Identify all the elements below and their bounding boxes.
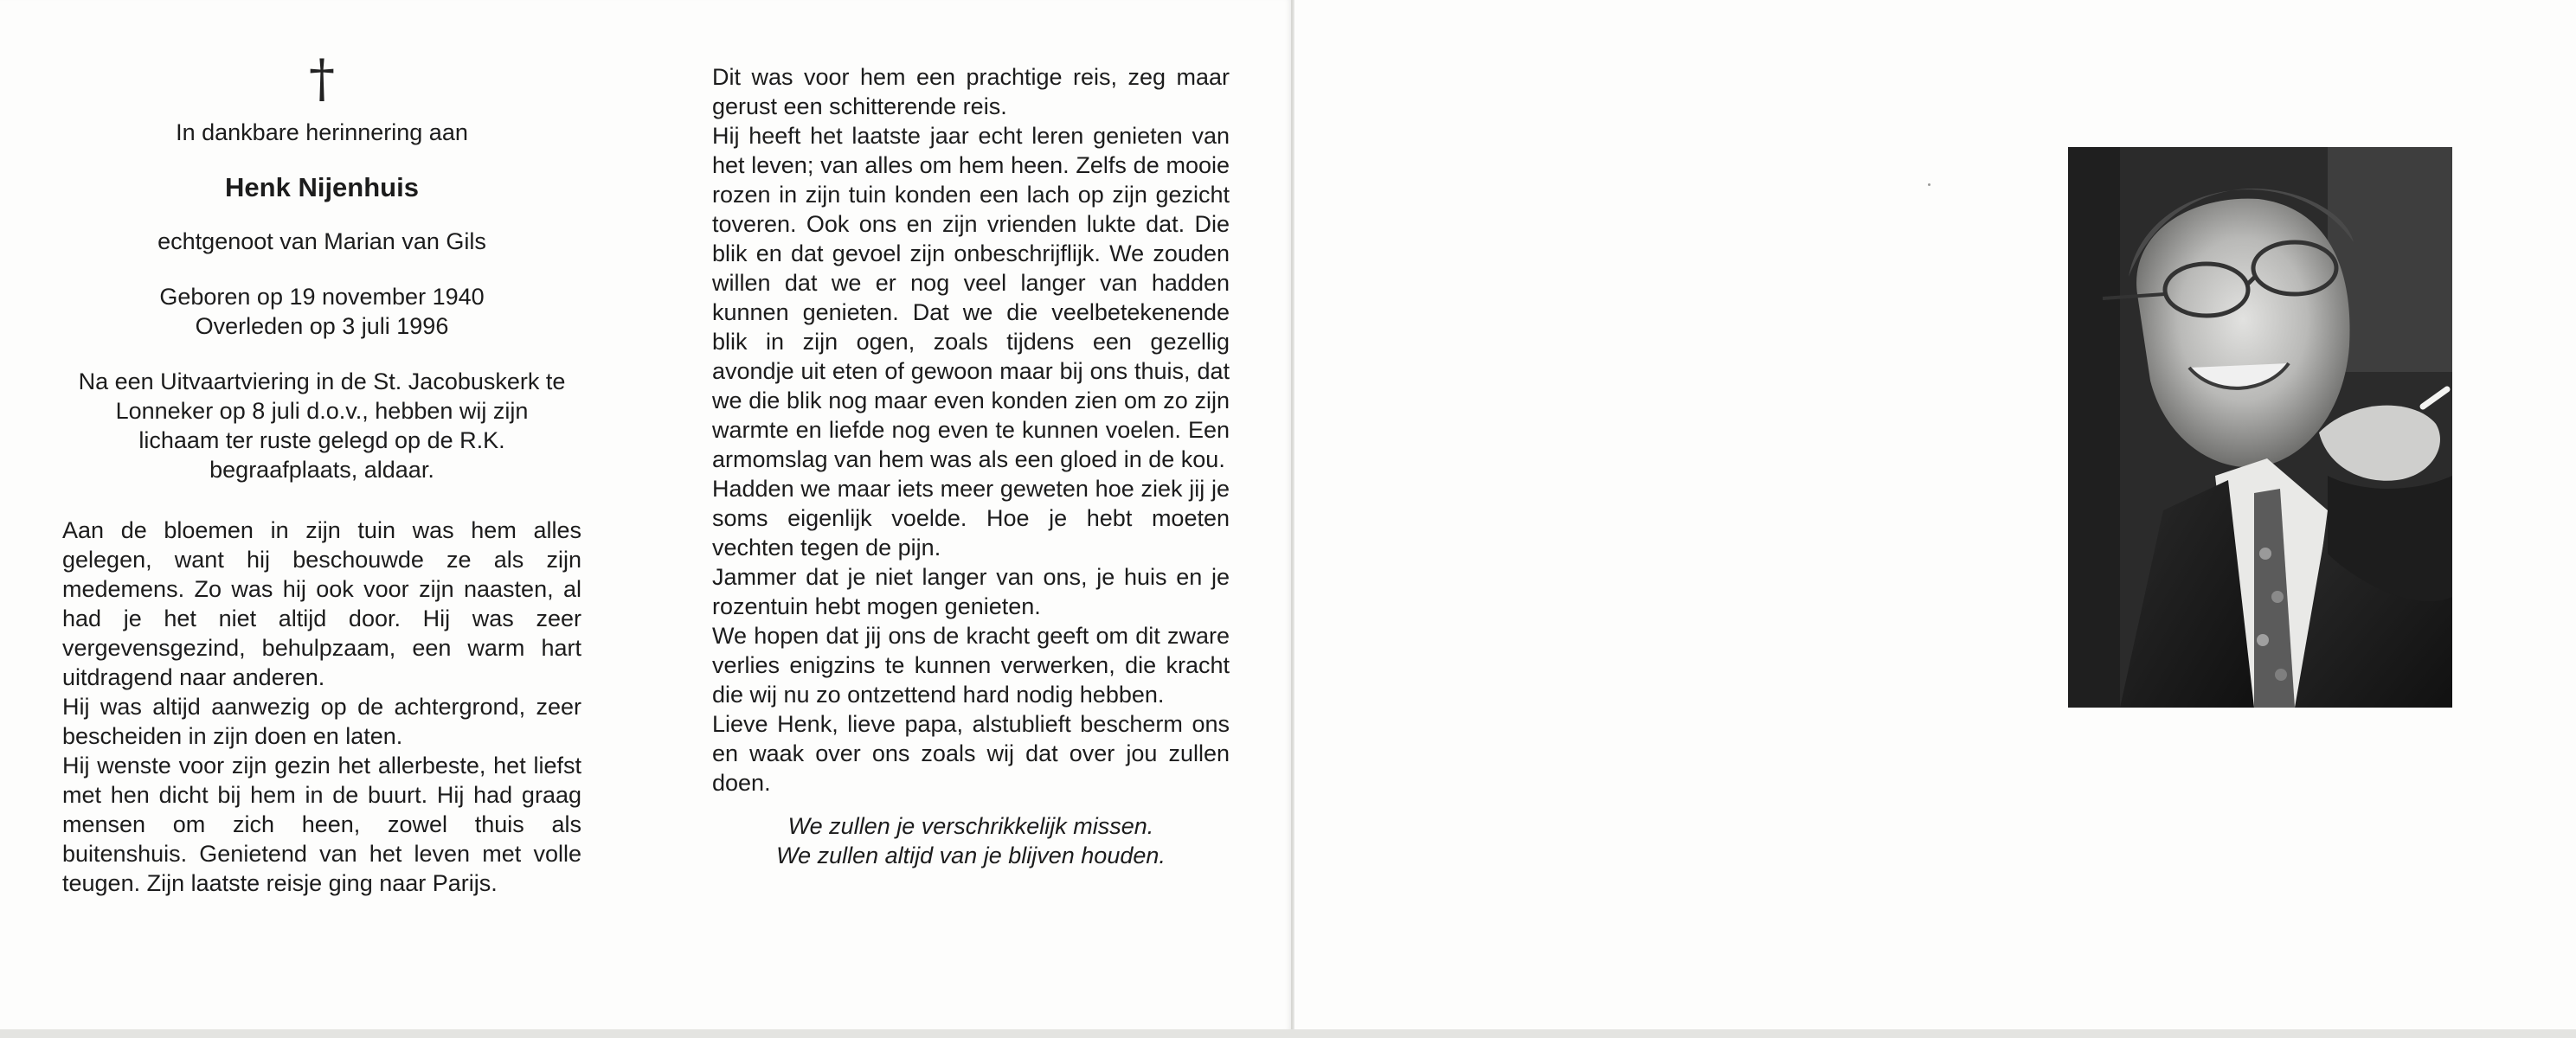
left-column [62,48,581,898]
right-column [712,62,1230,870]
tribute-text-left [62,516,581,898]
closing-line: We zullen je verschrikkelijk missen. [787,813,1154,839]
paper-speck [1928,183,1930,186]
tribute-paragraph: Hij wenste voor zijn gezin het allerbeste, het liefst met hen dicht bij hem in de buurt. Hij had graag mensen om zich heen, zowel thuis als buitenshuis. Genietend van het leven met volle teugen. Zijn laatste reisje ging naar Parijs. [62,753,581,896]
death-date: Overleden op 3 juli 1996 [195,313,449,339]
tribute-paragraph: Dit was voor hem een prachtige reis, zeg maar gerust een schitterende reis. [712,64,1230,119]
burial-line: lichaam ter ruste gelegd op de R.K. [138,427,505,453]
cross-icon: † [309,48,335,109]
burial-line: begraafplaats, aldaar. [209,457,434,483]
tribute-paragraph: Hij heeft het laatste jaar echt leren genieten van het leven; van alles om hem heen. Zelfs de mooie rozen in zijn tuin konden een lach op zijn gezicht toveren. Ook ons en zijn vrienden lukte dat. Die blik en dat gevoel zijn onbeschrijflijk. We zouden willen dat we er nog veel langer van hadden kunnen genieten. Dat we die veelbetekenende blik in zijn ogen, zoals tijdens een gezellig avondje uit eten of gewoon maar bij ons thuis, dat we die blik nog maar even konden zien om zo zijn warmte en liefde nog even te kunnen voelen. Een armomslag van hem was als een gloed in de kou. [712,123,1230,472]
closing-line: We zullen altijd van je blijven houden. [776,843,1166,868]
tribute-paragraph: Hadden we maar iets meer geweten hoe ziek jij je soms eigenlijk voelde. Hoe je hebt moeten vechten tegen de pijn. [712,476,1230,561]
birth-date: Geboren op 19 november 1940 [159,284,485,310]
closing-lines [712,811,1230,870]
burial-line: Lonneker op 8 juli d.o.v., hebben wij zijn [115,398,529,424]
tribute-paragraph: Aan de bloemen in zijn tuin was hem alles gelegen, want hij beschouwde ze als zijn medemens. Zo was hij ook voor zijn naasten, al had je het niet altijd door. Hij was zeer vergevensgezind, behulpzaam, een warm hart uitdragend naar anderen. [62,517,581,690]
deceased-name: Henk Nijenhuis [225,172,419,202]
portrait-photo-icon [2068,147,2452,708]
left-panel [0,0,1292,1029]
spouse-text: echtgenoot van Marian van Gils [157,228,486,254]
tribute-paragraph: Jammer dat je niet langer van ons, je huis en je rozentuin hebt mogen genieten. [712,564,1230,619]
burial-block [62,367,581,484]
portrait-photo [2068,147,2452,708]
tribute-paragraph: Hij was altijd aanwezig op de achtergrond, zeer bescheiden in zijn doen en laten. [62,694,581,749]
burial-line: Na een Uitvaartviering in de St. Jacobuskerk te [78,368,566,394]
intro-text: In dankbare herinnering aan [176,119,468,145]
scan-edge [0,1029,2576,1038]
dates-block [62,282,581,341]
tribute-paragraph: We hopen dat jij ons de kracht geeft om dit zware verlies enigzins te kunnen verwerken, die kracht die wij nu zo ontzettend hard nodig hebben. [712,623,1230,708]
tribute-paragraph: Lieve Henk, lieve papa, alstublieft bescherm ons en waak over ons zoals wij dat over jou zullen doen. [712,711,1230,796]
